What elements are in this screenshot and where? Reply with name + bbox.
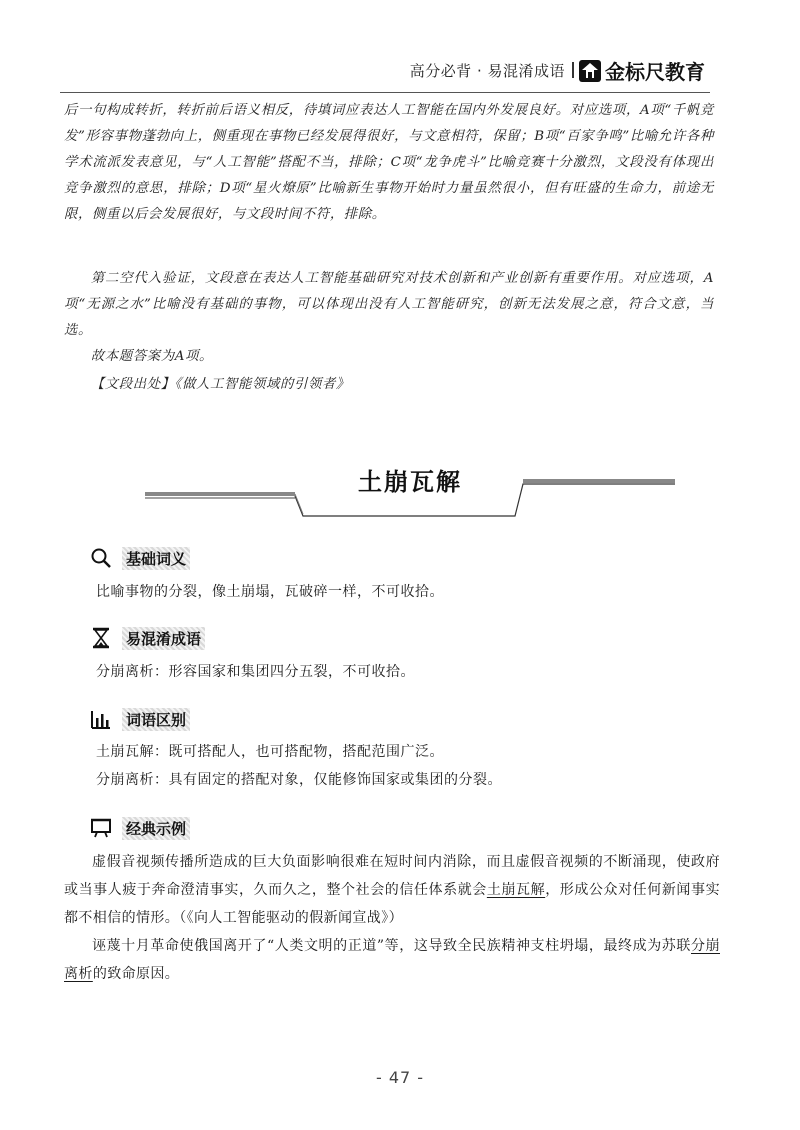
- confusable-heading: [90, 625, 205, 651]
- brand: [579, 56, 705, 85]
- difference-line-2: 分崩离析：具有固定的搭配对象，仅能修饰国家或集团的分裂。: [96, 772, 502, 788]
- brand-logo-icon: [579, 60, 601, 82]
- difference-heading: [90, 706, 190, 732]
- basic-meaning-heading: [90, 545, 190, 571]
- example-2-term: 分崩离析: [64, 938, 720, 982]
- section-title-block: [145, 458, 675, 528]
- explanation-paragraph-1: 后一句构成转折，转折前后语义相反，待填词应表达人工智能在国内外发展良好。对应选项，A项“千帆竞发”形容事物蓬勃向上，侧重现在事物已经发展得很好，与文意相符，保留；B项“百家争鸣”比喻允许各种学术流派发表意见，与“人工智能”搭配不当，排除；C项“龙争虎斗”比喻竞赛十分激烈，文段没有体现出竞争激烈的意思，排除；D项“星火燎原”比喻新生事物开始时力量虽然很小，但有旺盛的生命力，前途无限，侧重以后会发展很好，与文段时间不符，排除。: [64, 103, 714, 222]
- difference-line-1: 土崩瓦解：既可搭配人，也可搭配物，搭配范围广泛。: [96, 744, 444, 760]
- explanation-paragraph-2: 第二空代入验证，文段意在表达人工智能基础研究对技术创新和产业创新有重要作用。对应选项，A项“无源之水”比喻没有基础的事物，可以体现出没有人工智能研究，创新无法发展之意，符合文意，当选。: [64, 271, 714, 338]
- header-rule: [60, 92, 710, 93]
- answer-line: 故本题答案为A项。: [90, 349, 213, 364]
- confusable-text: 分崩离析：形容国家和集团四分五裂，不可收拾。: [96, 664, 415, 680]
- idiom-title: 土崩瓦解: [358, 467, 462, 496]
- page-number: - 47 -: [375, 1068, 425, 1087]
- examples-heading: [90, 815, 190, 841]
- difference-label: 词语区别: [122, 708, 190, 731]
- header-separator: [572, 62, 574, 78]
- series-title: 高分必背 · 易混淆成语: [409, 62, 565, 80]
- examples-label: 经典示例: [122, 817, 190, 840]
- example-1: [64, 848, 720, 932]
- search-icon: [90, 547, 112, 569]
- source-line: 【文段出处】《做人工智能领域的引领者》: [90, 377, 350, 392]
- presentation-board-icon: [90, 817, 112, 839]
- example-2-before: 诬蔑十月革命使俄国离开了“人类文明的正道”等，这导致全民族精神支柱坍塌，最终成为苏联: [92, 938, 691, 954]
- confusable-label: 易混淆成语: [122, 627, 205, 650]
- example-2: [64, 932, 720, 988]
- example-1-before: 虚假音视频传播所造成的巨大负面影响很难在短时间内消除，而且虚假音视频的不断涌现，使政府或当事人疲于奔命澄清事实，久而久之，整个社会的信任体系就会: [64, 854, 720, 898]
- example-1-term: 土崩瓦解: [486, 882, 546, 898]
- basic-meaning-text: 比喻事物的分裂，像土崩塌，瓦破碎一样，不可收拾。: [96, 584, 444, 600]
- basic-meaning-label: 基础词义: [122, 547, 190, 570]
- hourglass-icon: [90, 627, 112, 649]
- bar-chart-icon: [90, 708, 112, 730]
- brand-name: 金标尺教育: [605, 60, 705, 84]
- example-2-after: 的致命原因。: [92, 966, 180, 982]
- page-header: [0, 50, 800, 94]
- example-1-after: ，形成公众对任何新闻事实都不相信的情形。（《向人工智能驱动的假新闻宣战》）: [64, 882, 720, 926]
